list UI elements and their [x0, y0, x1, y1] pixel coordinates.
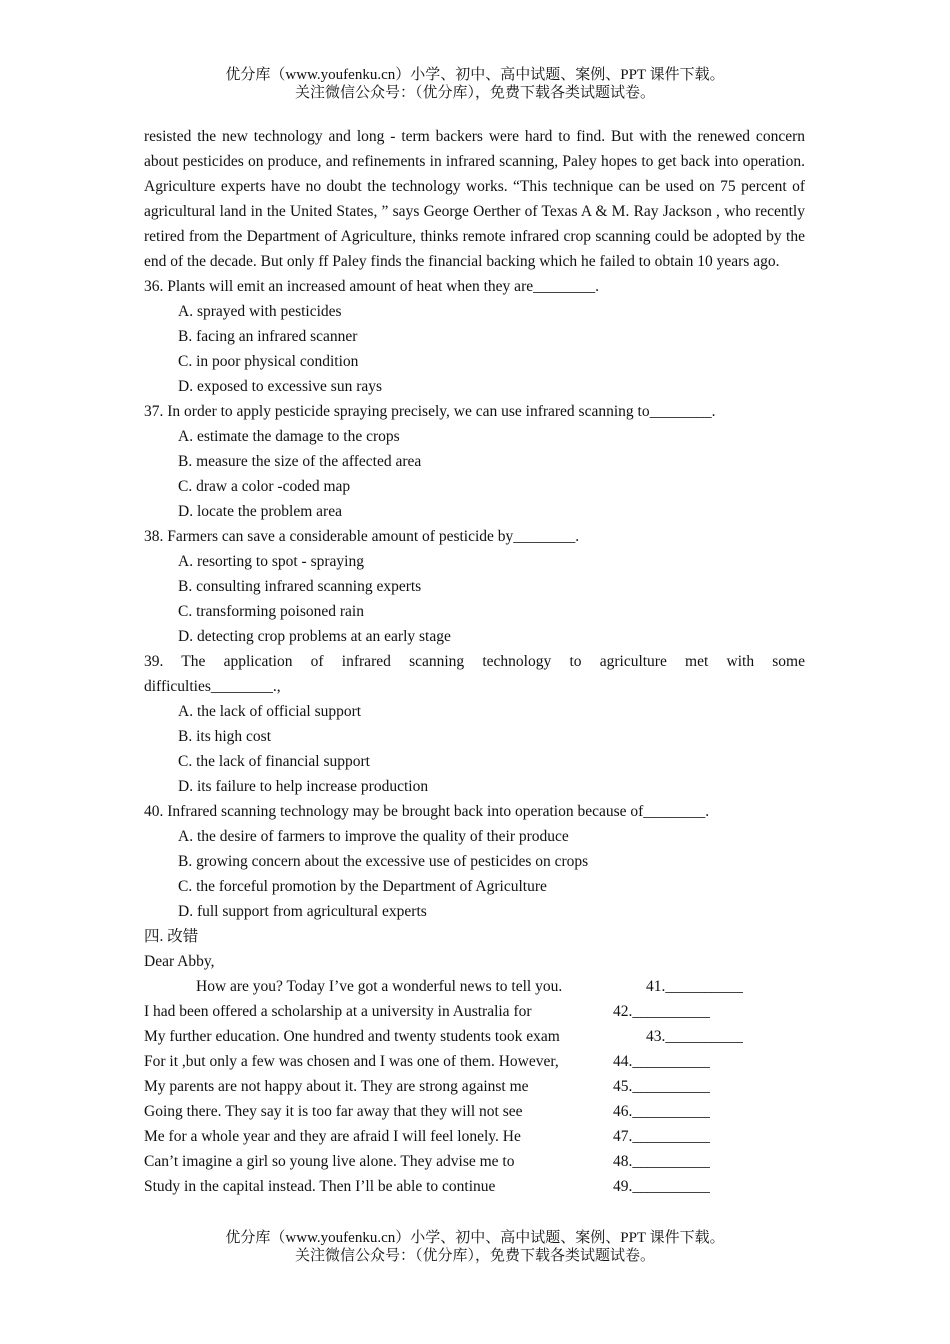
option-d: D. detecting crop problems at an early stage: [178, 628, 451, 645]
letter-greeting: Dear Abby,: [144, 953, 215, 970]
option-d: D. exposed to excessive sun rays: [178, 378, 383, 395]
letter-text: I had been offered a scholarship at a university in Australia for: [144, 1003, 532, 1020]
question-37: [144, 399, 805, 524]
option-b: B. consulting infrared scanning experts: [178, 578, 422, 595]
header-line-2: 关注微信公众号：（优分库），免费下载各类试题试卷。: [294, 85, 655, 101]
question-stem: 37. In order to apply pesticide spraying precisely, we can use infrared scanning to________.: [144, 403, 716, 420]
reading-passage: resisted the new technology and long - term backers were hard to find. But with the renewed concern about pesticides on produce, and refinements in infrared scanning, Paley hopes to get back into operation. Agriculture experts have no doubt the technology works. “This technique can be used on 75 percent of agricultural land in the United States, ” says George Oerther of Texas A & M. Ray Jackson , who recently retired from the Department of Agriculture, thinks remote infrared crop scanning could be adopted by the end of the decade. But only ff Paley finds the financial backing which he failed to obtain 10 years ago.: [144, 128, 805, 270]
answer-blank: 47.__________: [613, 1128, 710, 1145]
question-stem-continued: difficulties________.,: [144, 678, 281, 695]
letter-text: Me for a whole year and they are afraid I will feel lonely. He: [144, 1128, 521, 1145]
option-c: C. the lack of financial support: [178, 753, 370, 770]
letter-text: For it ,but only a few was chosen and I was one of them. However,: [144, 1053, 559, 1070]
answer-blank: 42.__________: [613, 1003, 710, 1020]
question-40: [144, 799, 805, 924]
correction-line-47: [144, 1124, 805, 1149]
header-line-1: 优分库（www.youfenku.cn）小学、初中、高中试题、案例、PPT 课件下载。: [225, 67, 725, 83]
option-d: D. locate the problem area: [178, 503, 342, 520]
section-title: 四. 改错: [144, 928, 199, 945]
answer-blank: 46.__________: [613, 1103, 710, 1120]
correction-line-45: [144, 1074, 805, 1099]
question-stem: 38. Farmers can save a considerable amount of pesticide by________.: [144, 528, 580, 545]
option-b: B. facing an infrared scanner: [178, 328, 358, 345]
correction-line-49: [144, 1174, 805, 1199]
option-c: C. the forceful promotion by the Department of Agriculture: [178, 878, 547, 895]
option-a: A. sprayed with pesticides: [178, 303, 342, 320]
letter-text: My further education. One hundred and twenty students took exam: [144, 1028, 560, 1045]
document-body: [144, 124, 805, 1199]
question-stem: 36. Plants will emit an increased amount of heat when they are________.: [144, 278, 599, 295]
option-c: C. in poor physical condition: [178, 353, 359, 370]
correction-line-41: [144, 974, 805, 999]
footer-line-1: 优分库（www.youfenku.cn）小学、初中、高中试题、案例、PPT 课件下载。: [225, 1230, 725, 1246]
letter-text: My parents are not happy about it. They are strong against me: [144, 1078, 529, 1095]
question-39: [144, 649, 805, 799]
option-c: C. transforming poisoned rain: [178, 603, 364, 620]
option-a: A. estimate the damage to the crops: [178, 428, 400, 445]
answer-blank: 43.__________: [646, 1028, 743, 1045]
letter-text: Study in the capital instead. Then I’ll be able to continue: [144, 1178, 496, 1195]
answer-blank: 41.__________: [646, 978, 743, 995]
question-38: [144, 524, 805, 649]
footer-line-2: 关注微信公众号：（优分库），免费下载各类试题试卷。: [294, 1248, 655, 1264]
correction-line-46: [144, 1099, 805, 1124]
answer-blank: 48.__________: [613, 1153, 710, 1170]
letter-text: Can’t imagine a girl so young live alone. They advise me to: [144, 1153, 515, 1170]
error-correction-section: [144, 924, 805, 1199]
option-b: B. its high cost: [178, 728, 272, 745]
answer-blank: 45.__________: [613, 1078, 710, 1095]
option-b: B. growing concern about the excessive use of pesticides on crops: [178, 853, 589, 870]
letter-text: How are you? Today I’ve got a wonderful news to tell you.: [196, 978, 563, 995]
option-d: D. its failure to help increase production: [178, 778, 429, 795]
option-a: A. the desire of farmers to improve the quality of their produce: [178, 828, 569, 845]
correction-line-48: [144, 1149, 805, 1174]
option-a: A. resorting to spot - spraying: [178, 553, 364, 570]
option-d: D. full support from agricultural experts: [178, 903, 427, 920]
option-c: C. draw a color -coded map: [178, 478, 351, 495]
answer-blank: 49.__________: [613, 1178, 710, 1195]
page-header: [0, 66, 950, 102]
letter-text: Going there. They say it is too far away that they will not see: [144, 1103, 523, 1120]
page-footer: [0, 1229, 950, 1265]
option-a: A. the lack of official support: [178, 703, 362, 720]
question-stem: 40. Infrared scanning technology may be brought back into operation because of________.: [144, 803, 710, 820]
correction-line-42: [144, 999, 805, 1024]
answer-blank: 44.__________: [613, 1053, 710, 1070]
question-stem: 39. The application of infrared scanning technology to agriculture met with some: [144, 653, 805, 670]
correction-line-43: [144, 1024, 805, 1049]
option-b: B. measure the size of the affected area: [178, 453, 422, 470]
correction-line-44: [144, 1049, 805, 1074]
question-36: [144, 274, 805, 399]
